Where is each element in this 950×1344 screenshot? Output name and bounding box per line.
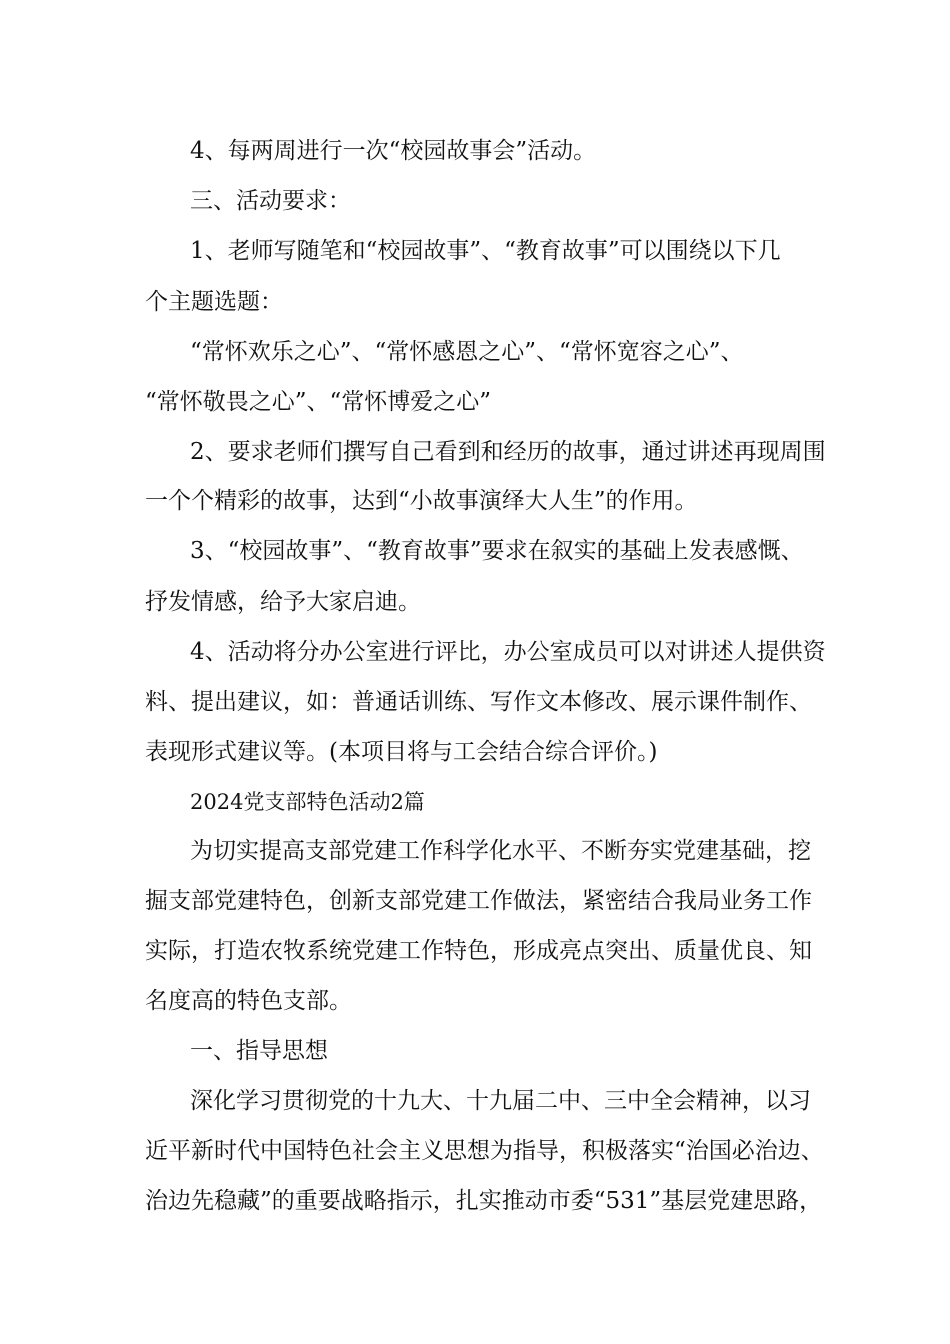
section-heading: 一、指导思想 xyxy=(190,1038,328,1064)
text-line: 治边先稳藏”的重要战略指示，扎实推动市委“531”基层党建思路， xyxy=(145,1188,823,1214)
text-line: 2、要求老师们撰写自己看到和经历的故事，通过讲述再现周围 xyxy=(190,439,826,465)
text-line: 一个个精彩的故事，达到“小故事演绎大人生”的作用。 xyxy=(145,488,698,514)
text-line: 4、每两周进行一次“校园故事会”活动。 xyxy=(190,138,597,164)
text-line: 名度高的特色支部。 xyxy=(145,988,352,1014)
text-line: 表现形式建议等。(本项目将与工会结合综合评价。) xyxy=(145,739,658,765)
text-line: 深化学习贯彻党的十九大、十九届二中、三中全会精神，以习 xyxy=(190,1088,811,1114)
text-line: 4、活动将分办公室进行评比，办公室成员可以对讲述人提供资 xyxy=(190,639,826,665)
text-line: 个主题选题： xyxy=(145,289,283,315)
text-line: 掘支部党建特色，创新支部党建工作做法，紧密结合我局业务工作 xyxy=(145,888,812,914)
text-line: “常怀敬畏之心”、“常怀博爱之心” xyxy=(145,389,492,415)
text-line: 料、提出建议，如：普通话训练、写作文本修改、展示课件制作、 xyxy=(145,689,812,715)
text-line: 实际，打造农牧系统党建工作特色，形成亮点突出、质量优良、知 xyxy=(145,938,812,964)
article-title: 2024党支部特色活动2篇 xyxy=(190,790,425,814)
section-heading: 三、活动要求： xyxy=(190,188,351,214)
text-line: 近平新时代中国特色社会主义思想为指导，积极落实“治国必治边、 xyxy=(145,1138,824,1164)
text-line: 抒发情感，给予大家启迪。 xyxy=(145,589,421,615)
text-line: 为切实提高支部党建工作科学化水平、不断夯实党建基础，挖 xyxy=(190,838,811,864)
text-line: 3、“校园故事”、“教育故事”要求在叙实的基础上发表感慨、 xyxy=(190,538,804,564)
text-line: 1、老师写随笔和“校园故事”、“教育故事”可以围绕以下几 xyxy=(190,238,781,264)
text-line: “常怀欢乐之心”、“常怀感恩之心”、“常怀宽容之心”、 xyxy=(190,339,744,365)
